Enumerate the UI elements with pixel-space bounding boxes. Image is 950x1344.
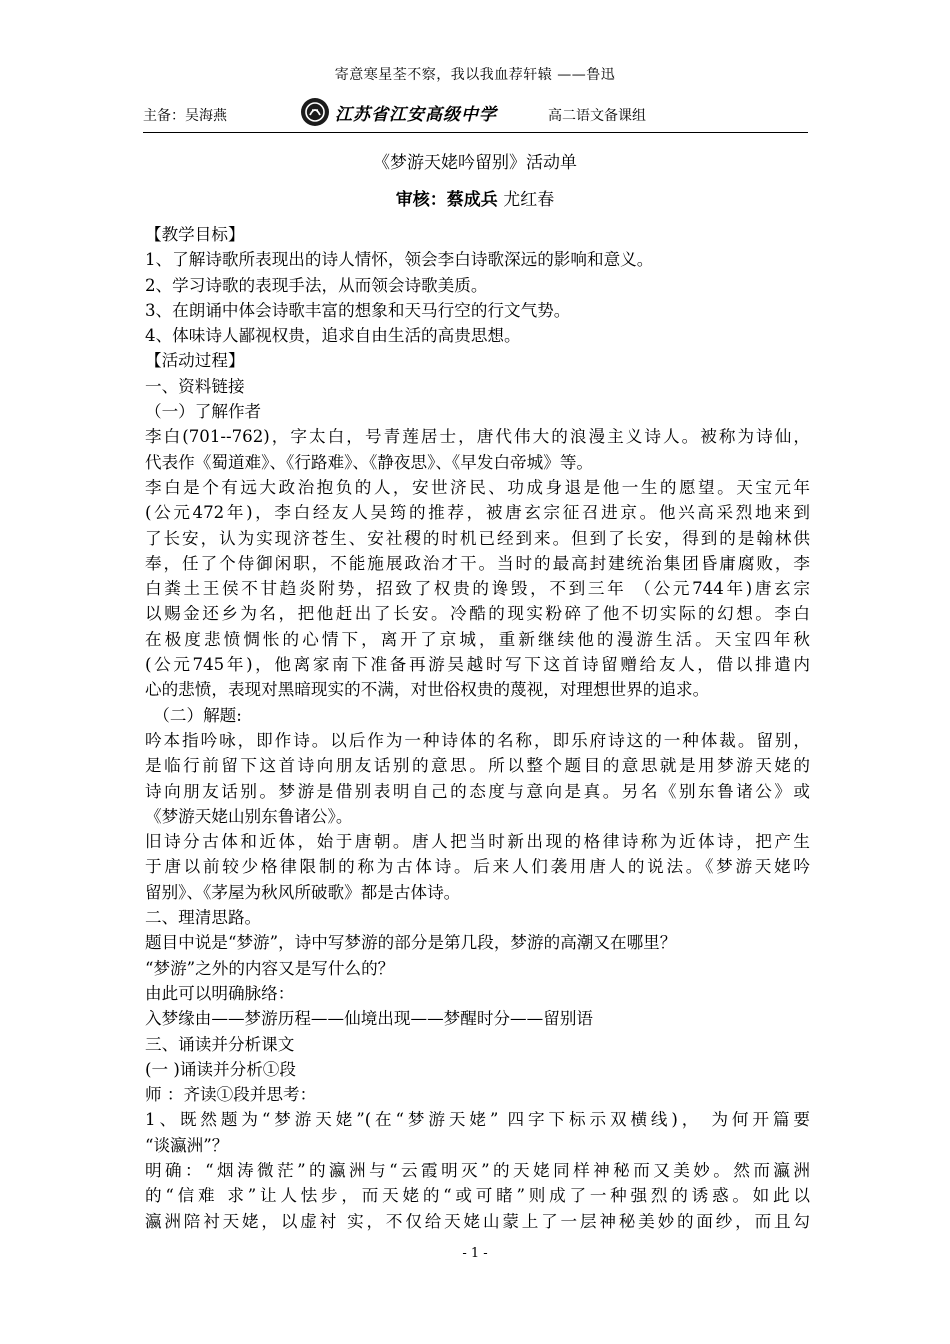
text-line: 诗向朋友话别。梦游是借别表明自己的态度与意向是真。另名《别东鲁诸公》或 bbox=[145, 781, 810, 801]
text-line: （一）了解作者 bbox=[145, 402, 262, 422]
text-line: (一 )诵读并分析①段 bbox=[145, 1059, 296, 1079]
header-motto: 寄意寒星荃不察，我以我血荐轩辕 ——鲁迅 bbox=[334, 67, 616, 83]
text-line: 明确：“烟涛微茫”的瀛洲与“云霞明灭”的天姥同样神秘而又美妙。然而瀛洲 bbox=[145, 1160, 810, 1180]
text-line: 于唐以前较少格律限制的称为古体诗。后来人们袭用唐人的说法。《梦游天姥吟 bbox=[145, 857, 810, 877]
text-line: 师 ：齐读①段并思考： bbox=[145, 1085, 317, 1105]
header-editor: 主备：吴海燕 bbox=[143, 108, 227, 124]
text-line: 一、资料链接 bbox=[145, 376, 245, 396]
text-line: 以赐金还乡为名，把他赶出了长安。冷酷的现实粉碎了他不切实际的幻想。李白 bbox=[145, 604, 810, 624]
text-line: 是临行前留下这首诗向朋友话别的意思。所以整个题目的意思就是用梦游天姥的 bbox=[145, 756, 810, 776]
page-number: - 1 - bbox=[462, 1246, 488, 1261]
text-line: （二）解题: bbox=[145, 705, 242, 725]
text-line: 了长安，认为实现济苍生、安社稷的时机已经到来。但到了长安，得到的是翰林供 bbox=[145, 528, 810, 548]
text-line: 心的悲愤，表现对黑暗现实的不满，对世俗权贵的蔑视，对理想世界的追求。 bbox=[145, 680, 710, 700]
page-header bbox=[143, 98, 808, 132]
school-logo-text: 江苏省江安高级中学 bbox=[335, 104, 497, 125]
text-line: (公元472年)，李白经友人吴筠的推荐，被唐玄宗征召进京。他兴高采烈地来到 bbox=[145, 503, 810, 523]
text-line: 代表作《蜀道难》、《行路难》、《静夜思》、《早发白帝城》等。 bbox=[145, 452, 594, 472]
document-title: 《梦游天姥吟留别》活动单 bbox=[373, 153, 577, 173]
text-line: 《梦游天姥山别东鲁诸公》。 bbox=[145, 806, 353, 826]
text-line: 的“信难 求”让人怯步，而天姥的“或可睹”则成了一种强烈的诱惑。如此以 bbox=[145, 1186, 810, 1206]
school-emblem-icon bbox=[301, 98, 329, 126]
reviewers-extra: 尤红春 bbox=[503, 190, 555, 210]
text-line: 白粪土王侯不甘趋炎附势，招致了权贵的谗毁，不到三年 （公元744年)唐玄宗 bbox=[145, 579, 810, 599]
text-line: (公元745年)，他离家南下准备再游吴越时写下这首诗留赠给友人，借以排遣内 bbox=[145, 655, 810, 675]
text-line: “谈瀛洲”？ bbox=[145, 1135, 229, 1155]
text-line: 由此可以明确脉络： bbox=[145, 983, 295, 1003]
text-line: 2、学习诗歌的表现手法，从而领会诗歌美质。 bbox=[145, 275, 488, 295]
text-line: 李白(701--762)，字太白，号青莲居士，唐代伟大的浪漫主义诗人。被称为诗仙， bbox=[145, 427, 810, 447]
text-line: 题目中说是“梦游”，诗中写梦游的部分是第几段，梦游的高潮又在哪里？ bbox=[145, 933, 677, 953]
text-line: 奉，任了个侍御闲职，不能施展政治才干。当时的最高封建统治集团昏庸腐败，李 bbox=[145, 553, 810, 573]
text-line: 【教学目标】 bbox=[145, 225, 245, 244]
text-line: “梦游”之外的内容又是写什么的？ bbox=[145, 958, 395, 978]
text-line: 在极度悲愤惆怅的心情下，离开了京城，重新继续他的漫游生活。天宝四年秋 bbox=[145, 629, 810, 649]
text-line: 4、体味诗人鄙视权贵，追求自由生活的高贵思想。 bbox=[145, 326, 521, 346]
text-line: 瀛洲陪衬天姥，以虚衬 实，不仅给天姥山蒙上了一层神秘美妙的面纱，而且勾 bbox=[145, 1211, 810, 1231]
header-divider bbox=[143, 132, 808, 133]
reviewers-line bbox=[0, 185, 950, 210]
text-line: 李白是个有远大政治抱负的人，安世济民、功成身退是他一生的愿望。天宝元年 bbox=[145, 477, 810, 497]
text-line: 三、诵读并分析课文 bbox=[145, 1034, 295, 1054]
header-group: 高二语文备课组 bbox=[548, 108, 646, 124]
text-line: 1、了解诗歌所表现出的诗人情怀，领会李白诗歌深远的影响和意义。 bbox=[145, 250, 654, 270]
text-line: 留别》、《茅屋为秋风所破歌》都是古体诗。 bbox=[145, 882, 461, 902]
document-body bbox=[145, 222, 810, 1234]
reviewers-lead: 审核：蔡成兵 bbox=[395, 190, 498, 210]
text-line: 旧诗分古体和近体，始于唐朝。唐人把当时新出现的格律诗称为近体诗，把产生 bbox=[145, 832, 810, 852]
text-line: 二、理清思路。 bbox=[145, 908, 262, 928]
text-line: 1、既然题为“梦游天姥”(在“梦游天姥” 四字下标示双横线)， 为何开篇要 bbox=[145, 1110, 810, 1130]
text-line: 【活动过程】 bbox=[145, 351, 245, 371]
text-line: 入梦缘由——梦游历程——仙境出现——梦醒时分——留别语 bbox=[145, 1009, 594, 1029]
school-logo bbox=[301, 98, 497, 126]
text-line: 3、在朗诵中体会诗歌丰富的想象和天马行空的行文气势。 bbox=[145, 300, 571, 320]
text-line: 吟本指吟咏，即作诗。以后作为一种诗体的名称，即乐府诗这的一种体裁。留别， bbox=[145, 730, 810, 750]
